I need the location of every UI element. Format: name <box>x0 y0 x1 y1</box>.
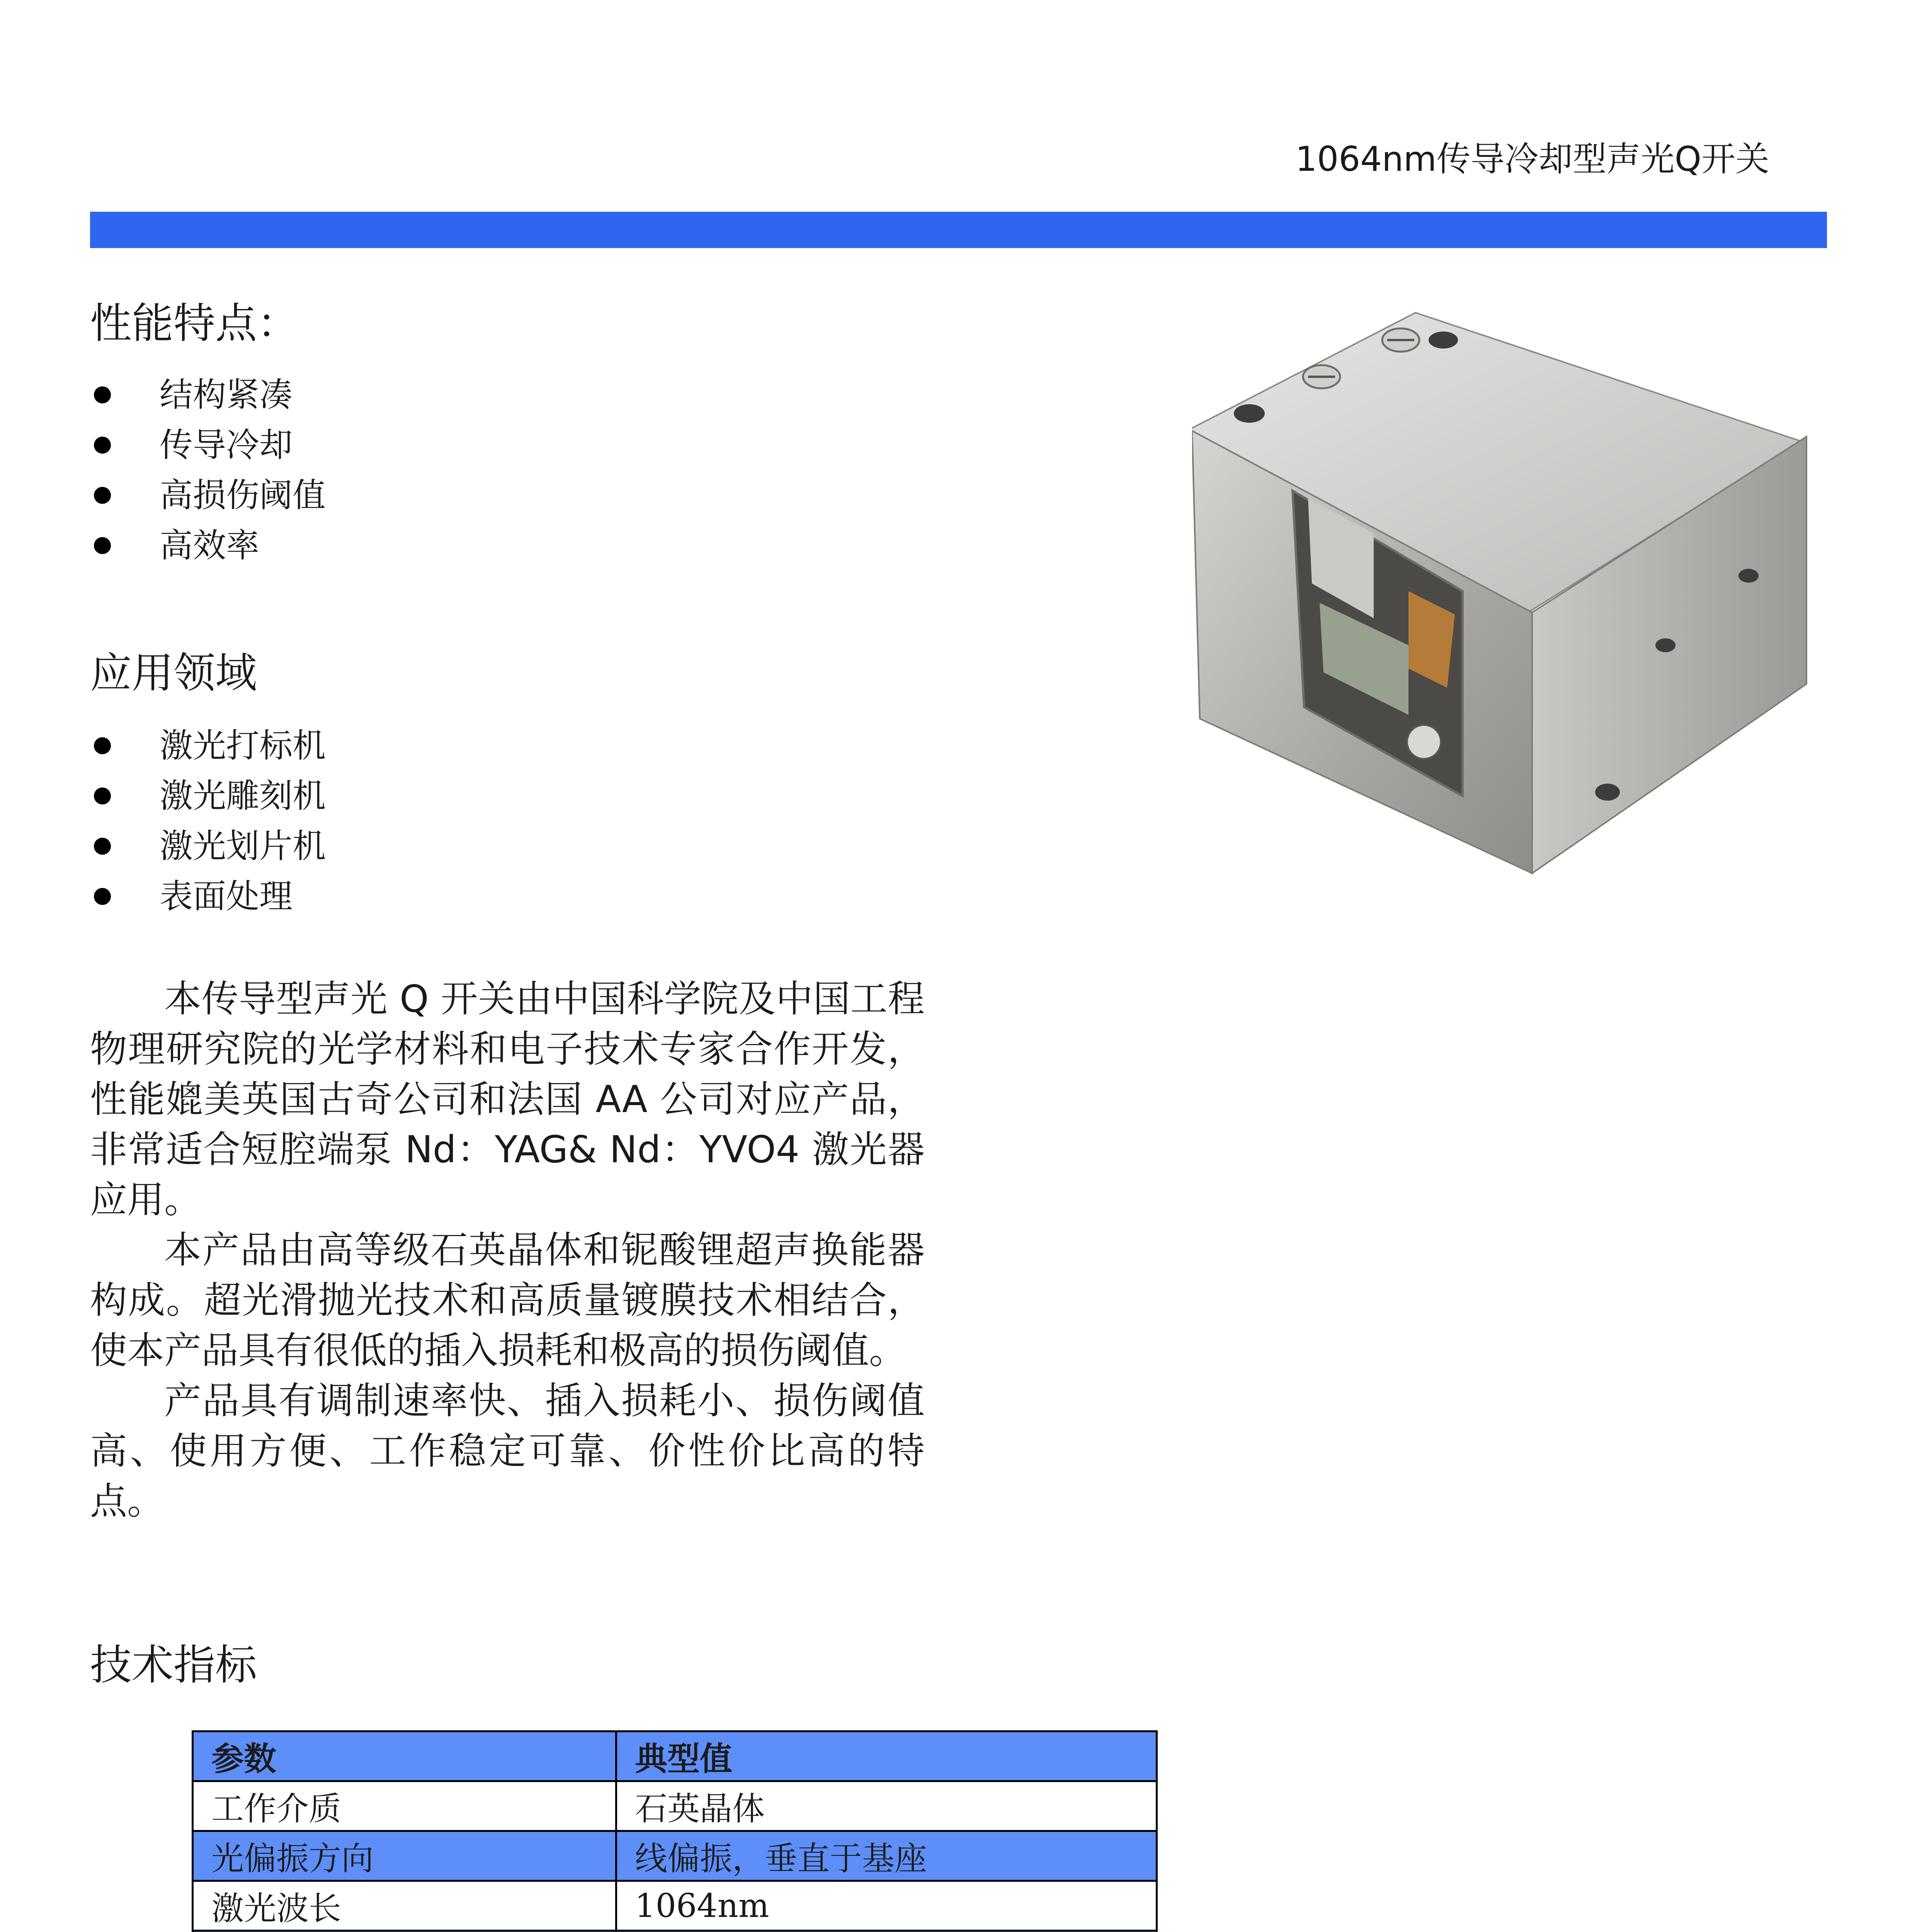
value-cell: 石英晶体 <box>616 1781 1157 1831</box>
table-row <box>193 1831 1157 1881</box>
list-item: 高损伤阈值 <box>90 470 326 520</box>
bullet-icon <box>94 737 111 754</box>
bullet-icon <box>94 888 111 905</box>
description-paragraph: 产品具有调制速率快、插入损耗小、损伤阈值高、使用方便、工作稳定可靠、价性价比高的特点。 <box>90 1379 925 1523</box>
features-list <box>90 370 326 571</box>
applications-list <box>90 721 326 922</box>
table-header-cell: 参数 <box>193 1731 616 1781</box>
param-cell: 工作介质 <box>193 1781 616 1831</box>
header-accent-bar <box>90 212 1827 248</box>
applications-heading: 应用领域 <box>90 649 257 697</box>
list-item: 表面处理 <box>90 871 326 922</box>
list-item: 激光雕刻机 <box>90 771 326 821</box>
list-item: 激光打标机 <box>90 721 326 771</box>
specs-table <box>192 1730 1158 1932</box>
param-cell: 光偏振方向 <box>193 1831 616 1881</box>
table-row <box>193 1931 1157 1932</box>
value-cell: 线偏振，垂直于基座 <box>616 1831 1157 1881</box>
list-item: 高效率 <box>90 520 326 571</box>
bullet-icon <box>94 386 111 403</box>
bullet-icon <box>94 537 111 554</box>
product-photo <box>1192 298 1810 877</box>
value-cell <box>616 1931 1157 1932</box>
table-row <box>193 1881 1157 1931</box>
bullet-icon <box>94 487 111 504</box>
list-item: 激光划片机 <box>90 821 326 871</box>
document-title: 1064nm传导冷却型声光Q开关 <box>1295 139 1769 179</box>
table-header-row <box>193 1731 1157 1781</box>
param-cell: 激光波长 <box>193 1881 616 1931</box>
description-paragraph: 本产品由高等级石英晶体和铌酸锂超声换能器构成。超光滑抛光技术和高质量镀膜技术相结合，使本产品具有很低的插入损耗和极高的损伤阈值。 <box>90 1228 925 1372</box>
list-item: 结构紧凑 <box>90 370 326 420</box>
value-cell: 1064nm <box>616 1881 1157 1931</box>
description-paragraph: 本传导型声光 Q 开关由中国科学院及中国工程物理研究院的光学材料和电子技术专家合作开发，性能媲美英国古奇公司和法国 AA 公司对应产品，非常适合短腔端泵 Nd：YAG& Nd：YVO4 激光器应用。 <box>90 977 925 1221</box>
bullet-icon <box>94 787 111 804</box>
bullet-icon <box>94 437 111 454</box>
table-header-cell: 典型值 <box>616 1731 1157 1781</box>
table-row <box>193 1781 1157 1831</box>
product-description <box>90 974 925 1526</box>
features-heading: 性能特点： <box>90 299 299 348</box>
param-cell <box>193 1931 616 1932</box>
list-item: 传导冷却 <box>90 420 326 470</box>
specs-heading: 技术指标 <box>90 1641 257 1689</box>
bullet-icon <box>94 838 111 855</box>
